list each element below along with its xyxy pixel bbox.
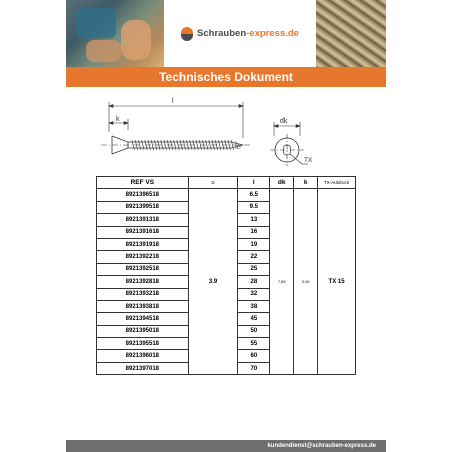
cell-l: 60 — [238, 350, 270, 362]
cell-l: 13 — [238, 214, 270, 226]
cell-dk: 7,65 — [270, 189, 294, 375]
cell-l: 32 — [238, 288, 270, 300]
label-d: D — [237, 145, 241, 151]
logo-text-main: Schrauben — [197, 28, 247, 39]
cell-l: 19 — [238, 238, 270, 250]
cell-tx: TX 15 — [318, 189, 356, 375]
cell-ref: 8921391918 — [97, 238, 189, 250]
thread-line — [196, 140, 198, 150]
header-ref: REF VS — [97, 177, 189, 189]
header-d: D — [188, 177, 238, 189]
screw-technical-drawing — [66, 92, 386, 172]
cell-ref: 8921391618 — [97, 226, 189, 238]
cell-l: 45 — [238, 313, 270, 325]
cell-l: 70 — [238, 362, 270, 374]
cell-ref: 8921393218 — [97, 288, 189, 300]
footer-email[interactable]: kundendienst@schrauben-express.de — [267, 443, 376, 449]
cell-ref: 8921397018 — [97, 362, 189, 374]
cell-ref: 8921396518 — [97, 189, 189, 201]
label-dk: dk — [280, 118, 288, 125]
label-l: l — [172, 98, 174, 105]
cell-ref: 8921392518 — [97, 263, 189, 275]
cell-l: 55 — [238, 338, 270, 350]
header-photo-tools — [66, 0, 164, 67]
cell-l: 38 — [238, 300, 270, 312]
footer-contact — [66, 440, 386, 452]
label-tx: TX — [304, 157, 313, 164]
specification-table — [96, 176, 356, 375]
cell-ref: 8921392218 — [97, 251, 189, 263]
header-photo-screws — [316, 0, 386, 67]
cell-ref: 8921394518 — [97, 313, 189, 325]
cell-l: 9.5 — [238, 201, 270, 213]
thread-line — [209, 140, 211, 150]
cell-ref: 8921396018 — [97, 350, 189, 362]
cell-ref: 8921391318 — [97, 214, 189, 226]
header-dk: dk — [270, 177, 294, 189]
cell-ref: 8921395018 — [97, 325, 189, 337]
header-k: k — [294, 177, 318, 189]
cell-l: 28 — [238, 276, 270, 288]
table-header-row — [97, 177, 356, 189]
document-title: Technisches Dokument — [66, 67, 386, 87]
cell-k: 3,40 — [294, 189, 318, 375]
header-banner — [66, 0, 386, 67]
table-row — [97, 189, 356, 201]
cell-l: 50 — [238, 325, 270, 337]
header-l: l — [238, 177, 270, 189]
cell-ref: 8921393818 — [97, 300, 189, 312]
thread-line — [218, 140, 220, 150]
cell-ref: 8921392818 — [97, 276, 189, 288]
cell-l: 22 — [238, 251, 270, 263]
brand-logo[interactable] — [164, 0, 316, 67]
cell-l: 25 — [238, 263, 270, 275]
logo-text — [197, 28, 299, 39]
cell-ref: 8921395518 — [97, 338, 189, 350]
header-tx: TX-Aufdruck — [318, 177, 356, 189]
logo-icon — [181, 27, 193, 41]
logo-text-accent: -express.de — [246, 28, 299, 39]
cell-l: 6.5 — [238, 189, 270, 201]
label-k: k — [116, 116, 120, 123]
cell-ref: 8921399518 — [97, 201, 189, 213]
table-body — [97, 189, 356, 375]
thread-line — [142, 140, 144, 150]
cell-l: 16 — [238, 226, 270, 238]
cell-d: 3.9 — [188, 189, 238, 375]
